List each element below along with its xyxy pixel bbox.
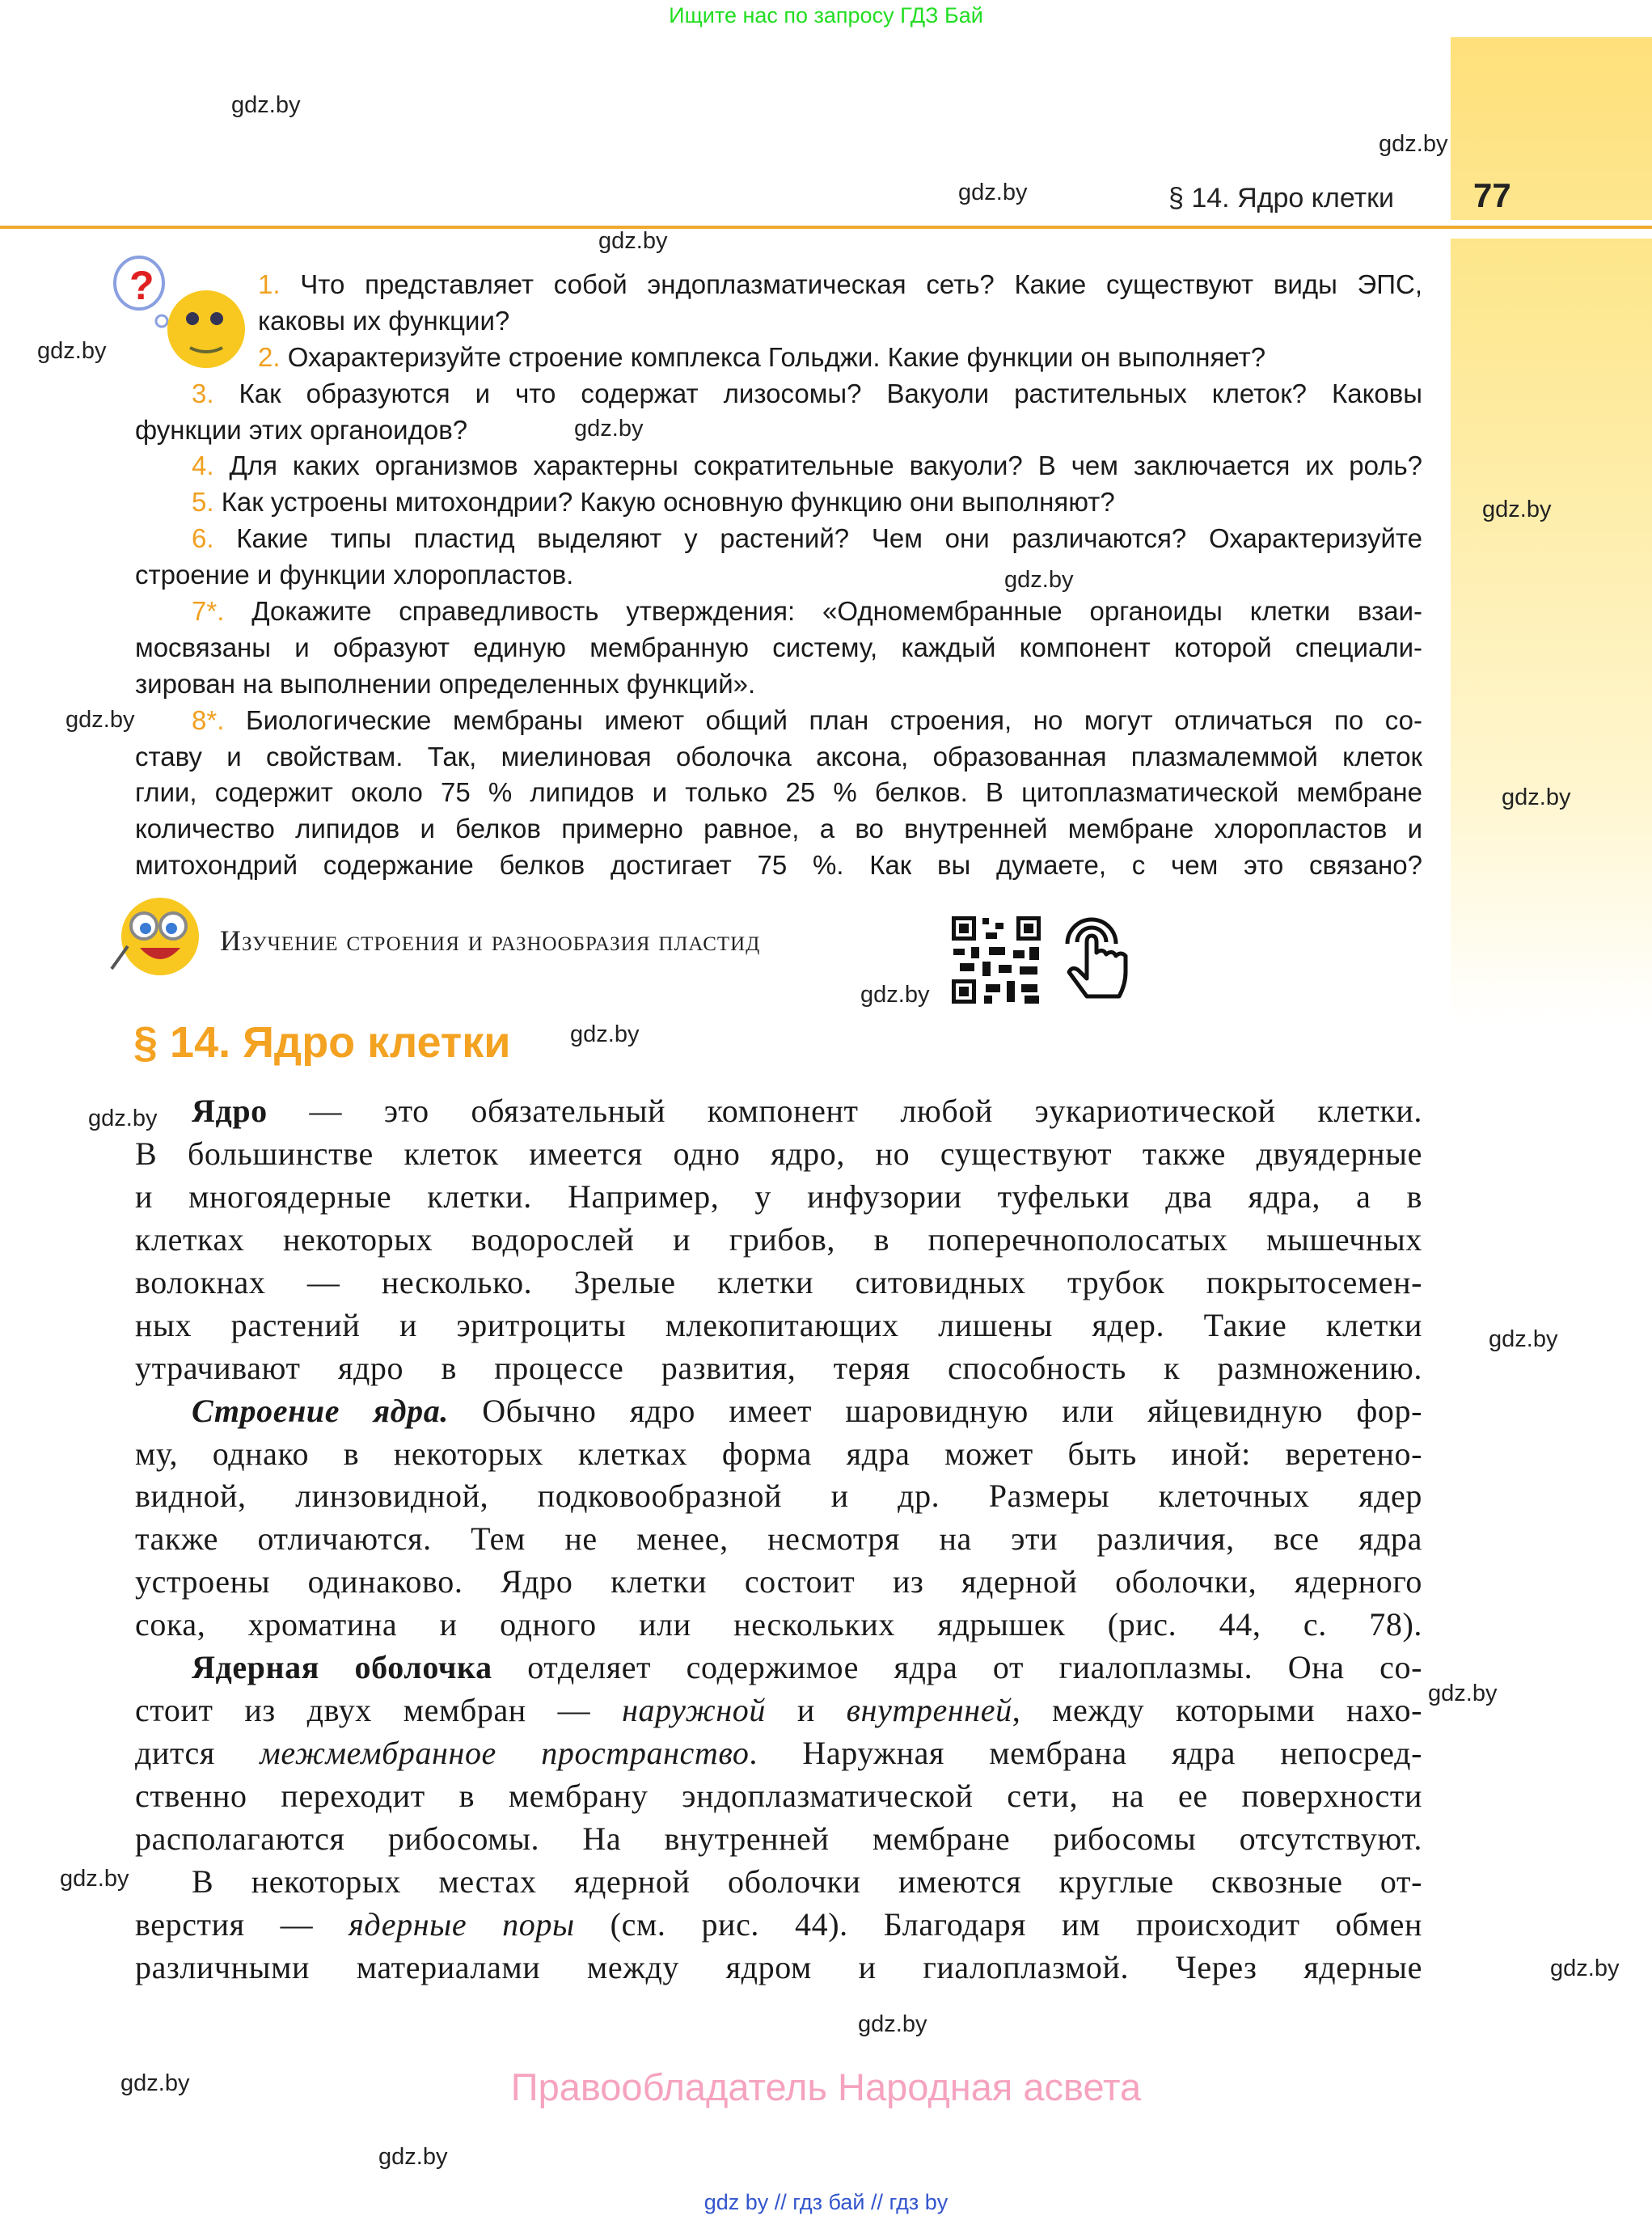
question-text: Охарактеризуйте строение комплекса Гольджи. Какие функции он выполняет? [280,341,1266,372]
question-number: 4. [192,450,214,481]
question-number: 1. [258,269,281,299]
watermark: gdz.by [65,707,135,733]
question-text: Что представляет собой эндоплазматическая сеть? Какие существуют виды ЭПС, [280,269,1422,299]
question-text: Какие типы пластид выделяют у растений? Чем они различаются? Охарактеризуйте [213,523,1422,554]
question-line [135,703,1422,739]
question-line [135,303,1422,340]
question-number: 6. [192,523,214,554]
watermark: gdz.by [858,2011,927,2037]
watermark: gdz.by [574,416,644,442]
question-text: ставу и свойствам. Так, миелиновая оболочка аксона, образованная плазмалеммой клеток [135,741,1422,772]
body-line [135,1433,1422,1476]
body-text-run: волокнах — несколько. Зрелые клетки ситовидных трубок покрытосемен- [135,1263,1422,1300]
question-text: каковы их функции? [258,305,510,336]
question-line [135,775,1422,811]
question-number: 8*. [192,704,225,735]
body-text-run: стоит из двух мембран — [135,1692,623,1729]
body-text-run: различными материалами между ядром и гиалоплазмой. Через ядерные [135,1948,1422,1985]
watermark: gdz.by [37,338,107,364]
svg-text:?: ? [129,263,154,308]
emphasized-term: Строение ядра. [192,1392,449,1429]
body-text-run: ственно переходит в мембрану эндоплазматической сети, на ее поверхности [135,1778,1422,1814]
question-text: количество липидов и белков примерно равное, а во внутренней мембране хлоропластов и [135,814,1422,844]
watermark: gdz.by [570,1021,640,1047]
body-line [135,1133,1422,1176]
body-text-run: В некоторых местах ядерной оболочки имеются круглые сквозные от- [192,1862,1422,1900]
copyright-notice: Правообладатель Народная асвета [510,2065,1142,2108]
question-line [135,666,1422,703]
question-line [135,521,1422,557]
body-text-run: — это обязательный компонент любой эукариотической клетки. [267,1093,1422,1129]
question-line [135,484,1422,521]
question-number: 2. [258,341,281,372]
watermark: gdz.by [60,1866,129,1892]
question-line [135,630,1422,666]
body-line [135,1304,1422,1347]
question-line [135,594,1422,630]
watermark: gdz.by [1428,1681,1498,1706]
watermark: gdz.by [1482,497,1552,522]
question-line [135,376,1422,412]
body-text-run: дится [135,1735,260,1772]
watermark: gdz.by [231,92,301,118]
watermark: gdz.by [120,2070,190,2096]
question-line [135,848,1422,884]
review-questions [135,267,1422,884]
watermark: gdz.by [1502,784,1571,810]
watermark: gdz.by [1004,567,1074,593]
body-text-run: видной, линзовидной, подковообразной и др. Размеры клеточных ядер [135,1478,1422,1515]
body-line [135,1689,1422,1732]
body-line [135,1604,1422,1647]
question-line [135,340,1422,376]
body-line [135,1775,1422,1818]
question-text: глии, содержит около 75 % липидов и только 25 % белков. В цитоплазматической мембране [135,777,1422,808]
margin-stripe [1451,239,1652,1023]
tap-hand-icon [1061,910,1130,1007]
body-line [135,1176,1422,1219]
body-line [135,1947,1422,1989]
body-line [135,1475,1422,1518]
footer-links[interactable]: gdz by // гдз бай // гдз by [703,2190,949,2214]
question-text: зирован на выполнении определенных функций». [135,668,756,699]
question-text: строение и функции хлоропластов. [135,560,574,590]
question-text: Как образуются и что содержат лизосомы? Вакуоли растительных клеток? Каковы [213,378,1422,408]
emphasized-term: Ядерная оболочка [192,1649,492,1686]
body-text-run: Обычно ядро имеет шаровидную или яйцевидную фор- [448,1392,1422,1429]
body-text-run: располагаются рибосомы. На внутренней мембране рибосомы отсутствуют. [135,1820,1422,1857]
emphasized-term: ядерные поры [349,1905,575,1943]
page-number: 77 [1473,176,1511,214]
watermark: gdz.by [958,180,1028,205]
body-line [135,1861,1422,1904]
body-text-run: В большинстве клеток имеется одно ядро, но существуют также двуядерные [135,1135,1422,1172]
question-text: функции этих органоидов? [135,414,468,445]
body-text-run: устроены одинаково. Ядро клетки состоит из ядерной оболочки, ядерного [135,1563,1422,1600]
body-text-run: сока, хроматина и одного или нескольких ядрышек (рис. 44, с. 78). [135,1606,1422,1643]
watermark: gdz.by [1489,1326,1558,1352]
running-title: § 14. Ядро клетки [1168,183,1395,214]
qr-code-icon[interactable] [950,915,1042,1005]
emphasized-term: наружной [622,1692,766,1729]
question-line [135,448,1422,484]
body-text-run: клетках некоторых водорослей и грибов, в поперечнополосатых мышечных [135,1220,1422,1258]
body-text-run: и многоядерные клетки. Например, у инфузории туфельки два ядра, а в [135,1178,1422,1215]
body-text-run: утрачивают ядро в процессе развития, теряя способность к размножению. [135,1349,1422,1386]
body-line [135,1347,1422,1390]
body-line [135,1262,1422,1304]
watermark: gdz.by [88,1106,158,1131]
body-text-run: отделяет содержимое ядра от гиалоплазмы. Она со- [492,1649,1422,1686]
watermark: gdz.by [378,2144,448,2170]
section-heading: § 14. Ядро клетки [133,1018,511,1067]
question-number: 3. [192,378,214,408]
header-rule [0,226,1652,229]
emphasized-term: внутренней [846,1692,1012,1729]
media-link-label[interactable]: Изучение строения и разнообразия пластид [220,924,761,957]
body-text-run: . Наружная мембрана ядра непосред- [749,1735,1422,1772]
body-line [135,1904,1422,1947]
question-line [135,811,1422,848]
body-line [135,1518,1422,1561]
question-text: митохондрий содержание белков достигает 75 %. Как вы думаете, с чем это связано? [135,850,1422,881]
question-line [135,267,1422,303]
body-text [135,1090,1422,1989]
body-line [135,1090,1422,1133]
watermark: gdz.by [1550,1956,1620,1981]
question-text: Биологические мембраны имеют общий план строения, но могут отличаться по со- [224,704,1422,735]
magnifier-smiley-icon [104,890,209,979]
body-text-run: , между которыми нахо- [1012,1692,1422,1729]
body-line [135,1818,1422,1861]
question-number: 7*. [192,596,225,627]
body-text-run: му, однако в некоторых клетках форма ядра может быть иной: веретено- [135,1435,1422,1472]
question-line [135,412,1422,449]
question-text: мосвязаны и образуют единую мембранную систему, каждый компонент которой специали- [135,632,1422,662]
body-line [135,1561,1422,1604]
watermark: gdz.by [860,982,930,1008]
body-text-run: также отличаются. Тем не менее, несмотря на эти различия, все ядра [135,1520,1422,1558]
question-text: Как устроены митохондрии? Какую основную функцию они выполняют? [213,487,1115,518]
question-line [135,739,1422,776]
question-line [135,557,1422,594]
body-line [135,1219,1422,1262]
question-text: Для каких организмов характерны сократительные вакуоли? В чем заключается их роль? [213,450,1422,481]
body-text-run: (см. рис. 44). Благодаря им происходит обмен [574,1905,1422,1943]
body-text-run: верстия — [135,1905,349,1943]
watermark: gdz.by [598,228,668,254]
question-number: 5. [192,487,214,518]
watermark: gdz.by [1379,131,1448,157]
body-text-run: и [766,1692,847,1729]
search-banner: Ищите нас по запросу ГДЗ Бай [669,3,983,27]
emphasized-term: Ядро [192,1093,268,1129]
body-line [135,1390,1422,1433]
body-line [135,1647,1422,1689]
body-line [135,1732,1422,1775]
body-text-run: ных растений и эритроциты млекопитающих лишены ядер. Такие клетки [135,1306,1422,1343]
question-text: Докажите справедливость утверждения: «Одномембранные органоиды клетки взаи- [224,596,1422,627]
emphasized-term: межмембранное пространство [260,1735,750,1772]
